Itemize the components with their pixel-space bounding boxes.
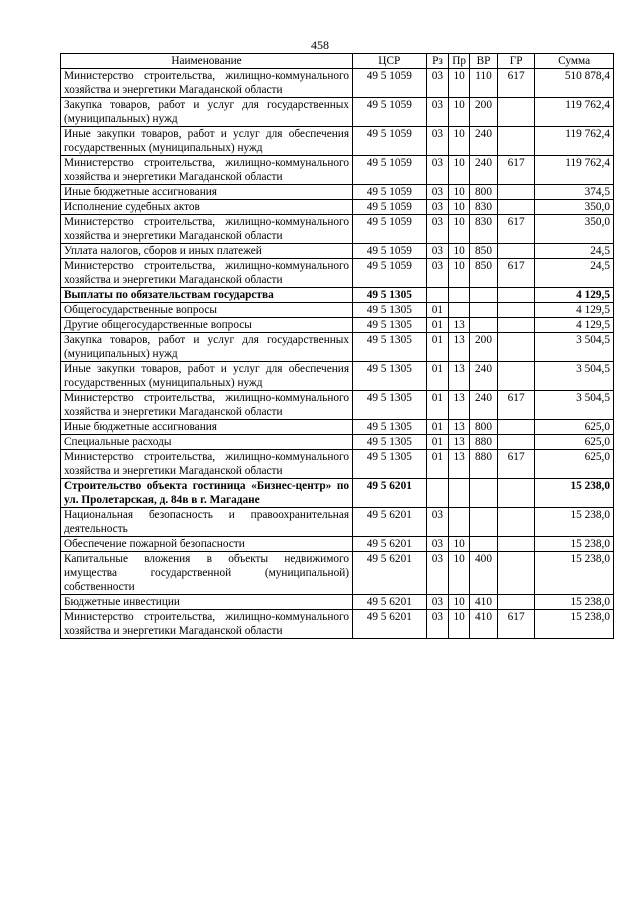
cell-gr bbox=[497, 362, 534, 391]
budget-table bbox=[60, 53, 614, 639]
cell-vr bbox=[470, 537, 498, 552]
cell-csr: 49 5 1305 bbox=[353, 420, 427, 435]
cell-vr bbox=[470, 318, 498, 333]
cell-csr: 49 5 6201 bbox=[353, 508, 427, 537]
cell-name: Министерство строительства, жилищно-коммунального хозяйства и энергетики Магаданской области bbox=[61, 69, 353, 98]
cell-name: Министерство строительства, жилищно-коммунального хозяйства и энергетики Магаданской области bbox=[61, 156, 353, 185]
cell-rz: 01 bbox=[426, 303, 449, 318]
table-row bbox=[61, 156, 614, 185]
cell-rz: 03 bbox=[426, 98, 449, 127]
cell-sum: 510 878,4 bbox=[535, 69, 614, 98]
cell-name: Выплаты по обязательствам государства bbox=[61, 288, 353, 303]
cell-name: Уплата налогов, сборов и иных платежей bbox=[61, 244, 353, 259]
cell-name: Министерство строительства, жилищно-коммунального хозяйства и энергетики Магаданской области bbox=[61, 610, 353, 639]
cell-gr bbox=[497, 479, 534, 508]
cell-name: Министерство строительства, жилищно-коммунального хозяйства и энергетики Магаданской области bbox=[61, 391, 353, 420]
table-body bbox=[61, 69, 614, 639]
header-sum: Сумма bbox=[535, 54, 614, 69]
cell-rz: 03 bbox=[426, 156, 449, 185]
cell-sum: 3 504,5 bbox=[535, 362, 614, 391]
cell-sum: 24,5 bbox=[535, 259, 614, 288]
cell-csr: 49 5 1305 bbox=[353, 391, 427, 420]
cell-csr: 49 5 1059 bbox=[353, 69, 427, 98]
cell-rz: 03 bbox=[426, 595, 449, 610]
cell-vr: 800 bbox=[470, 420, 498, 435]
cell-vr bbox=[470, 508, 498, 537]
cell-name: Специальные расходы bbox=[61, 435, 353, 450]
table-row bbox=[61, 333, 614, 362]
cell-csr: 49 5 1059 bbox=[353, 259, 427, 288]
cell-vr: 830 bbox=[470, 215, 498, 244]
cell-pr: 10 bbox=[449, 127, 470, 156]
table-row bbox=[61, 200, 614, 215]
cell-name: Национальная безопасность и правоохранительная деятельность bbox=[61, 508, 353, 537]
cell-pr: 10 bbox=[449, 98, 470, 127]
cell-name: Министерство строительства, жилищно-коммунального хозяйства и энергетики Магаданской области bbox=[61, 259, 353, 288]
header-vr: ВР bbox=[470, 54, 498, 69]
cell-pr: 13 bbox=[449, 435, 470, 450]
cell-vr: 850 bbox=[470, 259, 498, 288]
cell-sum: 15 238,0 bbox=[535, 595, 614, 610]
cell-csr: 49 5 1305 bbox=[353, 333, 427, 362]
cell-gr bbox=[497, 595, 534, 610]
cell-pr: 10 bbox=[449, 200, 470, 215]
cell-pr: 10 bbox=[449, 537, 470, 552]
table-row bbox=[61, 259, 614, 288]
table-row bbox=[61, 435, 614, 450]
cell-pr: 13 bbox=[449, 318, 470, 333]
table-row bbox=[61, 595, 614, 610]
cell-vr: 850 bbox=[470, 244, 498, 259]
cell-csr: 49 5 6201 bbox=[353, 610, 427, 639]
cell-csr: 49 5 1305 bbox=[353, 362, 427, 391]
cell-pr bbox=[449, 508, 470, 537]
cell-csr: 49 5 1059 bbox=[353, 156, 427, 185]
cell-pr: 13 bbox=[449, 420, 470, 435]
cell-gr: 617 bbox=[497, 391, 534, 420]
cell-vr: 240 bbox=[470, 156, 498, 185]
cell-rz: 01 bbox=[426, 420, 449, 435]
cell-name: Иные закупки товаров, работ и услуг для обеспечения государственных (муниципальных) нужд bbox=[61, 362, 353, 391]
cell-vr: 200 bbox=[470, 333, 498, 362]
cell-name: Строительство объекта гостиница «Бизнес-центр» по ул. Пролетарская, д. 84в в г. Магадане bbox=[61, 479, 353, 508]
cell-vr: 800 bbox=[470, 185, 498, 200]
table-row bbox=[61, 288, 614, 303]
cell-sum: 4 129,5 bbox=[535, 318, 614, 333]
cell-rz: 03 bbox=[426, 259, 449, 288]
header-gr: ГР bbox=[497, 54, 534, 69]
cell-name: Иные бюджетные ассигнования bbox=[61, 185, 353, 200]
cell-gr bbox=[497, 288, 534, 303]
cell-gr bbox=[497, 244, 534, 259]
table-row bbox=[61, 420, 614, 435]
cell-sum: 15 238,0 bbox=[535, 537, 614, 552]
cell-rz: 03 bbox=[426, 552, 449, 595]
cell-gr bbox=[497, 552, 534, 595]
table-row bbox=[61, 450, 614, 479]
cell-pr: 10 bbox=[449, 244, 470, 259]
cell-name: Общегосударственные вопросы bbox=[61, 303, 353, 318]
cell-name: Другие общегосударственные вопросы bbox=[61, 318, 353, 333]
cell-rz: 03 bbox=[426, 185, 449, 200]
cell-sum: 119 762,4 bbox=[535, 156, 614, 185]
table-row bbox=[61, 391, 614, 420]
cell-sum: 625,0 bbox=[535, 450, 614, 479]
cell-gr bbox=[497, 435, 534, 450]
cell-rz: 03 bbox=[426, 244, 449, 259]
cell-sum: 625,0 bbox=[535, 435, 614, 450]
header-rz: Рз bbox=[426, 54, 449, 69]
cell-csr: 49 5 6201 bbox=[353, 537, 427, 552]
cell-gr bbox=[497, 127, 534, 156]
cell-pr: 10 bbox=[449, 595, 470, 610]
cell-rz: 03 bbox=[426, 127, 449, 156]
table-row bbox=[61, 98, 614, 127]
cell-rz: 03 bbox=[426, 508, 449, 537]
cell-vr: 240 bbox=[470, 362, 498, 391]
cell-pr: 10 bbox=[449, 610, 470, 639]
cell-csr: 49 5 1059 bbox=[353, 200, 427, 215]
cell-pr: 13 bbox=[449, 362, 470, 391]
cell-sum: 350,0 bbox=[535, 200, 614, 215]
cell-sum: 3 504,5 bbox=[535, 391, 614, 420]
cell-name: Иные закупки товаров, работ и услуг для обеспечения государственных (муниципальных) нужд bbox=[61, 127, 353, 156]
header-pr: Пр bbox=[449, 54, 470, 69]
cell-sum: 3 504,5 bbox=[535, 333, 614, 362]
cell-vr: 240 bbox=[470, 127, 498, 156]
cell-name: Обеспечение пожарной безопасности bbox=[61, 537, 353, 552]
cell-gr bbox=[497, 303, 534, 318]
cell-rz: 03 bbox=[426, 69, 449, 98]
table-row bbox=[61, 185, 614, 200]
cell-sum: 119 762,4 bbox=[535, 98, 614, 127]
cell-rz: 01 bbox=[426, 450, 449, 479]
cell-pr: 13 bbox=[449, 391, 470, 420]
table-row bbox=[61, 127, 614, 156]
cell-rz: 03 bbox=[426, 215, 449, 244]
table-row bbox=[61, 479, 614, 508]
cell-sum: 4 129,5 bbox=[535, 303, 614, 318]
cell-name: Иные бюджетные ассигнования bbox=[61, 420, 353, 435]
cell-vr: 110 bbox=[470, 69, 498, 98]
cell-gr bbox=[497, 420, 534, 435]
cell-gr bbox=[497, 98, 534, 127]
table-row bbox=[61, 610, 614, 639]
page-number: 458 bbox=[311, 38, 329, 52]
cell-rz: 01 bbox=[426, 391, 449, 420]
cell-name: Исполнение судебных актов bbox=[61, 200, 353, 215]
cell-csr: 49 5 1059 bbox=[353, 215, 427, 244]
cell-gr: 617 bbox=[497, 69, 534, 98]
cell-gr: 617 bbox=[497, 156, 534, 185]
cell-csr: 49 5 1059 bbox=[353, 244, 427, 259]
cell-gr: 617 bbox=[497, 610, 534, 639]
cell-vr: 880 bbox=[470, 450, 498, 479]
cell-name: Капитальные вложения в объекты недвижимого имущества государственной (муниципальной) собственности bbox=[61, 552, 353, 595]
cell-vr: 880 bbox=[470, 435, 498, 450]
cell-gr: 617 bbox=[497, 450, 534, 479]
cell-vr: 240 bbox=[470, 391, 498, 420]
cell-rz: 01 bbox=[426, 435, 449, 450]
cell-gr bbox=[497, 185, 534, 200]
cell-pr bbox=[449, 479, 470, 508]
cell-vr: 830 bbox=[470, 200, 498, 215]
cell-csr: 49 5 6201 bbox=[353, 479, 427, 508]
cell-name: Министерство строительства, жилищно-коммунального хозяйства и энергетики Магаданской области bbox=[61, 215, 353, 244]
table-row bbox=[61, 69, 614, 98]
cell-csr: 49 5 6201 bbox=[353, 595, 427, 610]
table-row bbox=[61, 537, 614, 552]
cell-sum: 374,5 bbox=[535, 185, 614, 200]
cell-vr bbox=[470, 479, 498, 508]
table-row bbox=[61, 303, 614, 318]
cell-sum: 350,0 bbox=[535, 215, 614, 244]
cell-csr: 49 5 1059 bbox=[353, 98, 427, 127]
cell-gr bbox=[497, 508, 534, 537]
table-row bbox=[61, 362, 614, 391]
cell-vr: 410 bbox=[470, 610, 498, 639]
cell-gr bbox=[497, 333, 534, 362]
cell-sum: 625,0 bbox=[535, 420, 614, 435]
cell-pr: 13 bbox=[449, 450, 470, 479]
cell-pr bbox=[449, 288, 470, 303]
cell-pr: 10 bbox=[449, 69, 470, 98]
table-header-row bbox=[61, 54, 614, 69]
table-row bbox=[61, 508, 614, 537]
cell-pr: 10 bbox=[449, 259, 470, 288]
cell-csr: 49 5 1305 bbox=[353, 288, 427, 303]
cell-csr: 49 5 1305 bbox=[353, 435, 427, 450]
cell-vr: 400 bbox=[470, 552, 498, 595]
cell-vr bbox=[470, 288, 498, 303]
cell-pr: 10 bbox=[449, 185, 470, 200]
cell-csr: 49 5 1305 bbox=[353, 318, 427, 333]
cell-gr: 617 bbox=[497, 259, 534, 288]
cell-csr: 49 5 1059 bbox=[353, 127, 427, 156]
cell-sum: 15 238,0 bbox=[535, 552, 614, 595]
cell-rz: 01 bbox=[426, 362, 449, 391]
cell-gr bbox=[497, 318, 534, 333]
cell-pr: 10 bbox=[449, 552, 470, 595]
cell-vr: 200 bbox=[470, 98, 498, 127]
cell-csr: 49 5 1059 bbox=[353, 185, 427, 200]
cell-rz: 03 bbox=[426, 200, 449, 215]
cell-name: Бюджетные инвестиции bbox=[61, 595, 353, 610]
cell-rz bbox=[426, 288, 449, 303]
header-name: Наименование bbox=[61, 54, 353, 69]
table-row bbox=[61, 552, 614, 595]
cell-sum: 15 238,0 bbox=[535, 610, 614, 639]
cell-vr: 410 bbox=[470, 595, 498, 610]
table-row bbox=[61, 318, 614, 333]
cell-rz: 03 bbox=[426, 610, 449, 639]
cell-vr bbox=[470, 303, 498, 318]
cell-gr: 617 bbox=[497, 215, 534, 244]
cell-rz: 03 bbox=[426, 537, 449, 552]
cell-sum: 15 238,0 bbox=[535, 479, 614, 508]
table-row bbox=[61, 215, 614, 244]
cell-sum: 4 129,5 bbox=[535, 288, 614, 303]
cell-sum: 15 238,0 bbox=[535, 508, 614, 537]
cell-rz: 01 bbox=[426, 333, 449, 362]
cell-rz bbox=[426, 479, 449, 508]
cell-rz: 01 bbox=[426, 318, 449, 333]
cell-sum: 24,5 bbox=[535, 244, 614, 259]
header-csr: ЦСР bbox=[353, 54, 427, 69]
cell-csr: 49 5 1305 bbox=[353, 450, 427, 479]
cell-name: Закупка товаров, работ и услуг для государственных (муниципальных) нужд bbox=[61, 333, 353, 362]
cell-sum: 119 762,4 bbox=[535, 127, 614, 156]
cell-pr: 10 bbox=[449, 156, 470, 185]
cell-pr bbox=[449, 303, 470, 318]
cell-csr: 49 5 6201 bbox=[353, 552, 427, 595]
cell-gr bbox=[497, 200, 534, 215]
cell-name: Министерство строительства, жилищно-коммунального хозяйства и энергетики Магаданской области bbox=[61, 450, 353, 479]
cell-gr bbox=[497, 537, 534, 552]
cell-name: Закупка товаров, работ и услуг для государственных (муниципальных) нужд bbox=[61, 98, 353, 127]
cell-pr: 13 bbox=[449, 333, 470, 362]
table-row bbox=[61, 244, 614, 259]
cell-csr: 49 5 1305 bbox=[353, 303, 427, 318]
cell-pr: 10 bbox=[449, 215, 470, 244]
